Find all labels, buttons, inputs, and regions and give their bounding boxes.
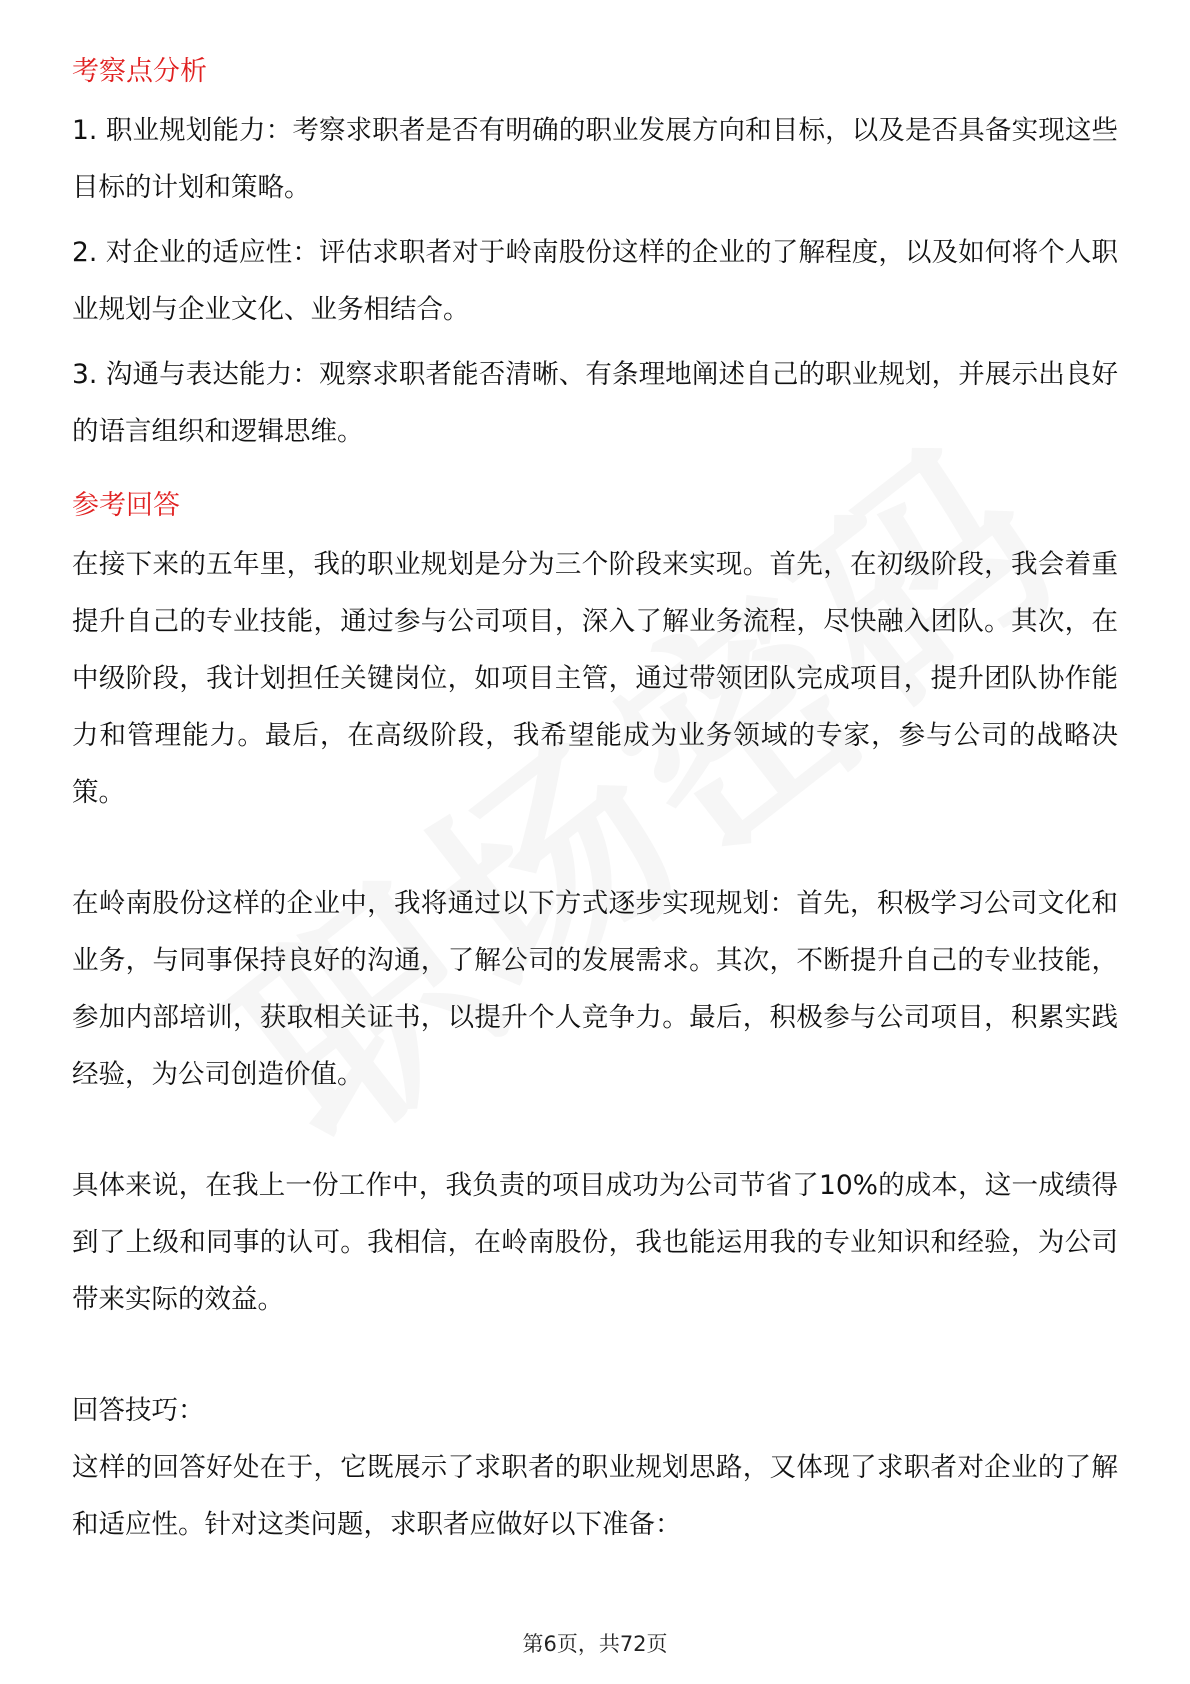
section-heading-reference-answer: 参考回答 xyxy=(72,490,180,521)
analysis-point-2: 2. 对企业的适应性：评估求职者对于岭南股份这样的企业的了解程度，以及如何将个人职业规划与企业文化、业务相结合。 xyxy=(72,237,1118,325)
analysis-point-1: 1. 职业规划能力：考察求职者是否有明确的职业发展方向和目标，以及是否具备实现这些目标的计划和策略。 xyxy=(72,115,1118,203)
answer-paragraph-3: 具体来说，在我上一份工作中，我负责的项目成功为公司节省了10%的成本，这一成绩得到了上级和同事的认可。我相信，在岭南股份，我也能运用我的专业知识和经验，为公司带来实际的效益。 xyxy=(72,1170,1118,1315)
answer-paragraph-1: 在接下来的五年里，我的职业规划是分为三个阶段来实现。首先，在初级阶段，我会着重提升自己的专业技能，通过参与公司项目，深入了解业务流程，尽快融入团队。其次，在中级阶段，我计划担任关键岗位，如项目主管，通过带领团队完成项目，提升团队协作能力和管理能力。最后，在高级阶段，我希望能成为业务领域的专家，参与公司的战略决策。 xyxy=(72,549,1118,808)
analysis-point-3: 3. 沟通与表达能力：观察求职者能否清晰、有条理地阐述自己的职业规划，并展示出良好的语言组织和逻辑思维。 xyxy=(72,359,1118,447)
section-heading-analysis: 考察点分析 xyxy=(72,56,207,87)
page-number: 第6页，共72页 xyxy=(522,1632,668,1656)
answer-paragraph-2: 在岭南股份这样的企业中，我将通过以下方式逐步实现规划：首先，积极学习公司文化和业务，与同事保持良好的沟通，了解公司的发展需求。其次，不断提升自己的专业技能，参加内部培训，获取相关证书，以提升个人竞争力。最后，积极参与公司项目，积累实践经验，为公司创造价值。 xyxy=(72,888,1118,1090)
tips-label: 回答技巧： xyxy=(72,1395,205,1426)
document-page xyxy=(72,44,1118,1553)
tips-text: 这样的回答好处在于，它既展示了求职者的职业规划思路，又体现了求职者对企业的了解和适应性。针对这类问题，求职者应做好以下准备： xyxy=(72,1452,1118,1540)
